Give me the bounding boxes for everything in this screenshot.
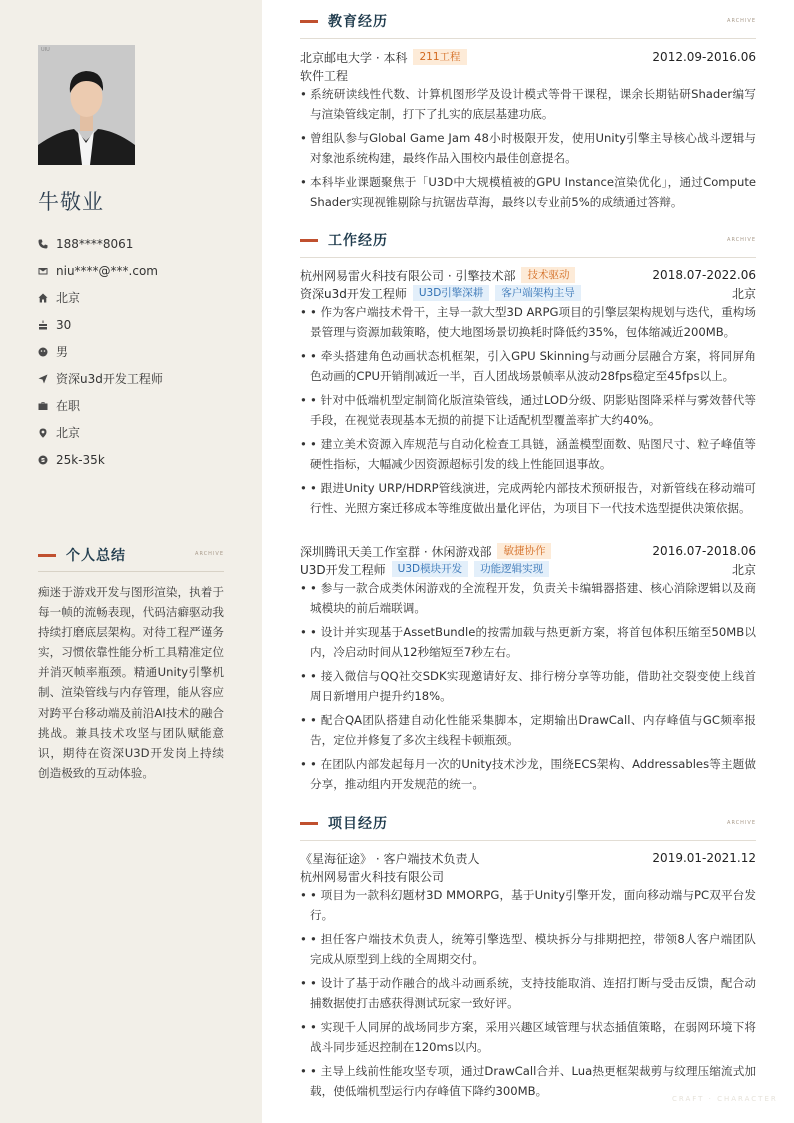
job-head-row	[300, 542, 756, 560]
info-email-text: niu****@***.com	[56, 263, 158, 278]
work-section-header	[300, 230, 756, 252]
job-entry-2	[300, 542, 756, 798]
projects-section-header	[300, 813, 756, 835]
info-status	[38, 392, 163, 419]
info-salary-text: 25k-35k	[56, 452, 105, 467]
info-age-text: 30	[56, 317, 72, 332]
list-item: • • 设计了基于动作融合的战斗动画系统，支持技能取消、连招打断与受击反馈，配合动捕数据使打击感获得测试玩家一致好评。	[300, 973, 756, 1013]
photo-tag: UIU	[41, 47, 50, 53]
email-icon	[38, 266, 56, 276]
education-major-row	[300, 66, 756, 84]
phone-icon	[38, 239, 56, 249]
job-bullets	[300, 302, 756, 518]
education-head-row	[300, 48, 756, 66]
company-name: 深圳腾讯天美工作室群 · 休闲游戏部	[300, 544, 492, 559]
project-company: 杭州网易雷火科技有限公司	[300, 869, 445, 884]
education-entry	[300, 48, 756, 216]
archive-label: ARCHIVE	[195, 551, 224, 557]
list-item: • • 配合QA团队搭建自动化性能采集脚本，定期输出DrawCall、内存峰值与GC频率报告，定位并修复了多次主线程卡顿瓶颈。	[300, 710, 756, 750]
section-accent-bar	[300, 239, 318, 242]
job-location: 北京	[731, 286, 756, 301]
list-item: • • 在团队内部发起每月一次的Unity技术沙龙，围绕ECS架构、Addressables等主题做分享，推动组内开发规范的统一。	[300, 754, 756, 794]
education-title: 教育经历	[328, 14, 388, 30]
watermark: CRAFT · CHARACTER	[672, 1095, 778, 1103]
summary-divider	[38, 571, 224, 572]
job-role: 资深u3d开发工程师	[300, 286, 407, 301]
list-item: • • 接入微信与QQ社交SDK实现邀请好友、排行榜分享等功能，借助社交裂变使上线首周日新增用户提升约18%。	[300, 666, 756, 706]
section-accent-bar	[300, 822, 318, 825]
candidate-name: 牛敬业	[38, 190, 104, 214]
info-location-text: 北京	[56, 426, 81, 440]
info-gender	[38, 338, 163, 365]
major-name: 软件工程	[300, 68, 349, 83]
summary-text: 痴迷于游戏开发与图形渲染，执着于每一帧的流畅表现，代码洁癖驱动我持续打磨底层架构。对待工程严谨务实，习惯依靠性能分析工具精准定位并消灭帧率瓶颈。精通Unity引擎机制、渲染管线与内存管理，能从容应对跨平台移动端及前沿AI技术的融合挑战。兼具技术攻坚与团队赋能意识，期待在资深U3D开发岗上持续创造极致的互动体验。	[38, 585, 224, 780]
summary-title: 个人总结	[66, 548, 126, 564]
list-item: • • 建立美术资源入库规范与自动化检查工具链，涵盖模型面数、贴图尺寸、粒子峰值等硬性指标，大幅减少因资源超标引发的线上性能回退事故。	[300, 434, 756, 474]
info-status-text: 在职	[56, 399, 81, 413]
project-date: 2019.01-2021.12	[652, 851, 756, 865]
job-date: 2018.07-2022.06	[652, 268, 756, 282]
project-name: 《星海征途》 · 客户端技术负责人	[300, 851, 480, 866]
job-entry-1	[300, 266, 756, 522]
list-item: • • 针对中低端机型定制简化版渲染管线，通过LOD分级、阴影贴图降采样与雾效替代等手段，在视觉表现基本无损的前提下让适配机型覆盖率扩大约40%。	[300, 390, 756, 430]
info-age	[38, 311, 163, 338]
work-title: 工作经历	[328, 233, 388, 249]
list-item: • • 跟进Unity URP/HDRP管线演进，完成两轮内部技术预研报告，对新管线在移动端可行性、光照方案迁移成本等维度做出量化评估，为项目下一代技术选型提供决策依据。	[300, 478, 756, 518]
list-item: • • 设计并实现基于AssetBundle的按需加载与热更新方案，将首包体积压缩至50MB以内，冷启动时间从12秒缩短至7秒左右。	[300, 622, 756, 662]
project-entry	[300, 849, 756, 1105]
skill-tag: U3D引擎深耕	[413, 285, 489, 301]
list-item: • 曾组队参与Global Game Jam 48小时极限开发，使用Unity引擎主导核心战斗逻辑与对象池系统构建，最终作品入围校内最佳创意提名。	[300, 128, 756, 168]
project-bullets	[300, 885, 756, 1101]
school-name: 北京邮电大学 · 本科	[300, 50, 408, 65]
company-name: 杭州网易雷火科技有限公司 · 引擎技术部	[300, 268, 516, 283]
list-item: • 本科毕业课题聚焦于「U3D中大规模植被的GPU Instance渲染优化」，通过Compute Shader实现视锥剔除与抗锯齿草海，最终以专业前5%的成绩通过答辩。	[300, 172, 756, 212]
info-gender-text: 男	[56, 345, 69, 359]
education-date: 2012.09-2016.06	[652, 50, 756, 64]
skill-tag: U3D模块开发	[392, 561, 468, 577]
gender-icon	[38, 347, 56, 357]
list-item: • • 担任客户端技术负责人，统筹引擎选型、模块拆分与排期把控，带领8人客户端团队完成从原型到上线的全周期交付。	[300, 929, 756, 969]
info-home-text: 北京	[56, 291, 81, 305]
section-accent-bar	[38, 554, 56, 557]
home-icon	[38, 293, 56, 303]
info-position	[38, 365, 163, 392]
education-section-header	[300, 11, 756, 33]
contact-info-list	[38, 230, 163, 473]
info-phone-text: 188****8061	[56, 236, 134, 251]
job-bullets	[300, 578, 756, 794]
job-role: U3D开发工程师	[300, 562, 386, 577]
info-location	[38, 419, 163, 446]
job-date: 2016.07-2018.06	[652, 544, 756, 558]
info-phone	[38, 230, 163, 257]
project-head-row	[300, 849, 756, 867]
archive-label: ARCHIVE	[727, 237, 756, 243]
job-head-row	[300, 266, 756, 284]
section-accent-bar	[300, 20, 318, 23]
sidebar	[0, 0, 262, 1123]
work-divider	[300, 257, 756, 258]
portrait-image	[38, 45, 135, 165]
info-home	[38, 284, 163, 311]
list-item: • • 作为客户端技术骨干，主导一款大型3D ARPG项目的引擎层架构规划与迭代，重构场景管理与资源加载策略，使大地图场景切换耗时降低约35%，包体缩减近200MB。	[300, 302, 756, 342]
job-location: 北京	[731, 562, 756, 577]
archive-label: ARCHIVE	[727, 820, 756, 826]
summary-section-header	[38, 545, 224, 565]
company-badge: 技术驱动	[521, 267, 575, 283]
school-badge: 211工程	[413, 49, 466, 65]
job-role-row	[300, 560, 756, 578]
education-bullets	[300, 84, 756, 212]
company-badge: 敏捷协作	[497, 543, 551, 559]
list-item: • • 主导上线前性能攻坚专项，通过DrawCall合并、Lua热更框架裁剪与纹理压缩流式加载，使低端机型运行内存峰值下降约300MB。	[300, 1061, 756, 1101]
skill-tag: 客户端架构主导	[495, 285, 581, 301]
send-icon	[38, 374, 56, 384]
projects-title: 项目经历	[328, 816, 388, 832]
cake-icon	[38, 320, 56, 330]
skill-tag: 功能逻辑实现	[474, 561, 549, 577]
archive-label: ARCHIVE	[727, 18, 756, 24]
project-company-row	[300, 867, 756, 885]
list-item: • • 参与一款合成类休闲游戏的全流程开发，负责关卡编辑器搭建、核心消除逻辑以及商城模块的前后端联调。	[300, 578, 756, 618]
salary-icon	[38, 455, 56, 465]
list-item: • • 实现千人同屏的战场同步方案，采用兴趣区域管理与状态插值策略，在弱网环境下将战斗同步延迟控制在120ms以内。	[300, 1017, 756, 1057]
job-role-row	[300, 284, 756, 302]
education-divider	[300, 38, 756, 39]
location-pin-icon	[38, 428, 56, 438]
info-position-text: 资深u3d开发工程师	[56, 372, 163, 386]
info-email	[38, 257, 163, 284]
projects-divider	[300, 840, 756, 841]
avatar-photo	[38, 45, 135, 165]
list-item: • 系统研读线性代数、计算机图形学及设计模式等骨干课程，课余长期钻研Shader编写与渲染管线定制，打下了扎实的底层基建功底。	[300, 84, 756, 124]
list-item: • • 牵头搭建角色动画状态机框架，引入GPU Skinning与动画分层融合方案，将同屏角色动画的CPU开销削减近一半，百人团战场景帧率从波动28fps稳定至45fps以上。	[300, 346, 756, 386]
info-salary	[38, 446, 163, 473]
list-item: • • 项目为一款科幻题材3D MMORPG，基于Unity引擎开发，面向移动端与PC双平台发行。	[300, 885, 756, 925]
briefcase-icon	[38, 401, 56, 411]
